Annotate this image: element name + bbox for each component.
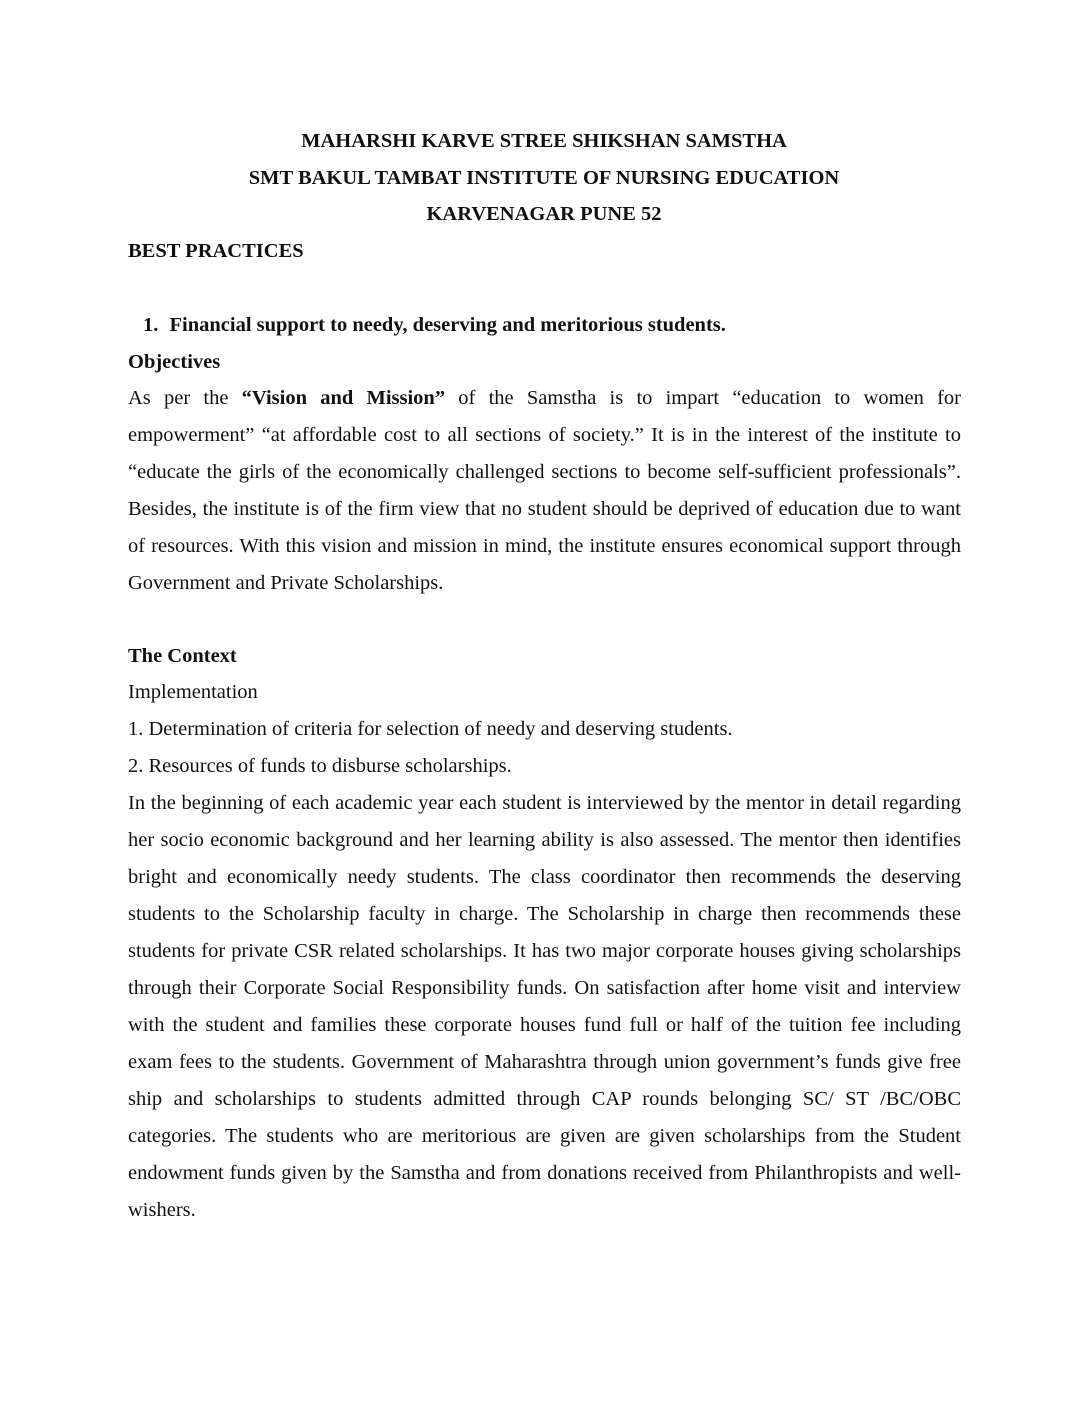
- practice-title: Financial support to needy, deserving and meritorious students.: [169, 314, 726, 336]
- institution-name: MAHARSHI KARVE STREE SHIKSHAN SAMSTHA: [301, 130, 787, 152]
- objectives-paragraph: [128, 380, 961, 602]
- vision-mission-phrase: “Vision and Mission”: [241, 387, 446, 409]
- practice-heading: [143, 312, 976, 338]
- objectives-heading: Objectives: [128, 351, 221, 373]
- practice-number: 1.: [143, 314, 159, 336]
- section-title: BEST PRACTICES: [128, 240, 304, 262]
- institute-address: KARVENAGAR PUNE 52: [426, 203, 662, 225]
- list-item: 2. Resources of funds to disburse scholarships.: [128, 755, 512, 777]
- context-paragraph: In the beginning of each academic year each student is interviewed by the mentor in detail regarding her socio economic background and her learning ability is also assessed. The mentor then identifies bright and economically needy students. The class coordinator then recommends the deserving students to the Scholarship faculty in charge. The Scholarship in charge then recommends these students for private CSR related scholarships. It has two major corporate houses giving scholarships through their Corporate Social Responsibility funds. On satisfaction after home visit and interview with the student and families these corporate houses fund full or half of the tuition fee including exam fees to the students. Government of Maharashtra through union government’s funds give free ship and scholarships to students admitted through CAP rounds belonging SC/ ST /BC/OBC categories. The students who are meritorious are given are given scholarships from the Student endowment funds given by the Samstha and from donations received from Philanthropists and well-wishers.: [128, 792, 961, 1221]
- implementation-label: Implementation: [128, 681, 258, 703]
- objectives-text-body: of the Samstha is to impart “education to women for empowerment” “at affordable cost to all sections of society.” It is in the interest of the institute to “educate the girls of the economically challenged sections to become self-sufficient professionals”. Besides, the institute is of the firm view that no student should be deprived of education due to want of resources. With this vision and mission in mind, the institute ensures economical support through Government and Private Scholarships.: [128, 387, 961, 594]
- list-item: 1. Determination of criteria for selection of needy and deserving students.: [128, 718, 733, 740]
- objectives-text-lead: As per the: [128, 387, 242, 409]
- implementation-list: [128, 674, 961, 785]
- institute-name: SMT BAKUL TAMBAT INSTITUTE OF NURSING EDUCATION: [248, 167, 840, 189]
- context-heading: The Context: [128, 645, 237, 667]
